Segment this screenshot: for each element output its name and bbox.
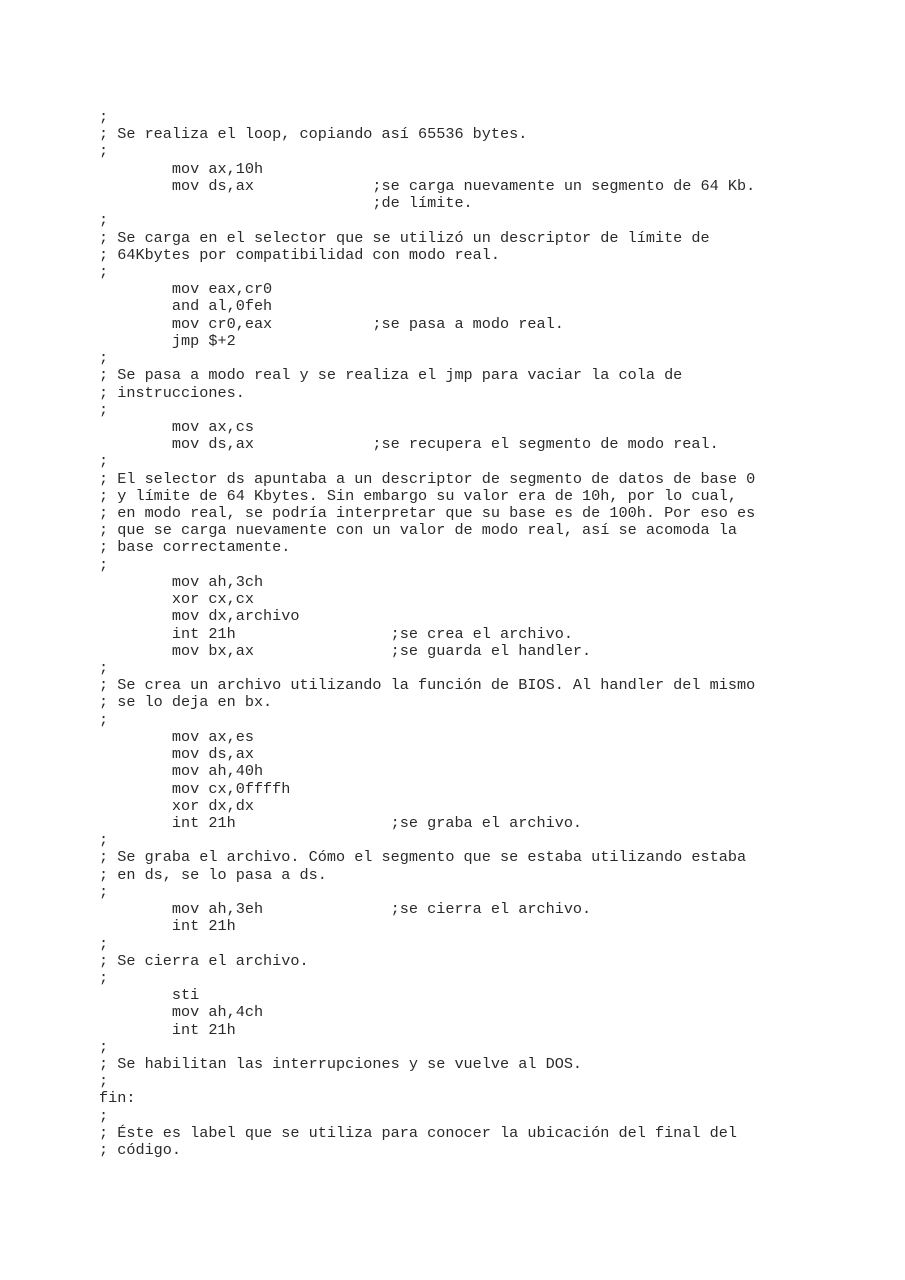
comment-line: ; Se habilitan las interrupciones y se vuelve al DOS. bbox=[99, 1055, 583, 1074]
code-line: mov eax,cr0 bbox=[99, 280, 273, 299]
code-line: int 21h ;se crea el archivo. bbox=[99, 624, 573, 643]
comment-separator-line: ; bbox=[99, 934, 109, 953]
comment-line: ; que se carga nuevamente con un valor de modo real, así se acomoda la bbox=[99, 521, 737, 540]
code-line: mov ax,10h bbox=[99, 159, 264, 178]
code-line: and al,0feh bbox=[99, 297, 273, 316]
comment-separator-line: ; bbox=[99, 882, 109, 901]
comment-line: ; Se realiza el loop, copiando así 65536 bytes. bbox=[99, 125, 528, 144]
code-line: mov ds,ax bbox=[99, 745, 254, 764]
comment-separator-line: ; bbox=[99, 108, 109, 126]
comment-separator-line: ; bbox=[99, 659, 109, 677]
comment-separator-line: ; bbox=[99, 968, 109, 987]
comment-line: ; base correctamente. bbox=[99, 538, 291, 557]
code-line: jmp $+2 bbox=[99, 331, 236, 350]
comment-separator-line: ; bbox=[99, 831, 109, 850]
code-line: mov ah,3eh ;se cierra el archivo. bbox=[99, 900, 592, 919]
comment-line: ; Se graba el archivo. Cómo el segmento que se estaba utilizando estaba bbox=[99, 848, 747, 867]
comment-line: ; en ds, se lo pasa a ds. bbox=[99, 865, 327, 884]
comment-separator-line: ; bbox=[99, 452, 109, 471]
comment-line: ; se lo deja en bx. bbox=[99, 693, 273, 712]
code-line: mov ax,cs bbox=[99, 417, 254, 436]
comment-separator-line: ; bbox=[99, 349, 109, 368]
code-line: mov ds,ax ;se carga nuevamente un segmento de 64 Kb. bbox=[99, 176, 756, 195]
code-line: mov cr0,eax ;se pasa a modo real. bbox=[99, 314, 564, 333]
comment-line: ; Se cierra el archivo. bbox=[99, 951, 309, 970]
comment-line: ; instrucciones. bbox=[99, 383, 245, 402]
comment-separator-line: ; bbox=[99, 142, 109, 161]
comment-line: ; y límite de 64 Kbytes. Sin embargo su valor era de 10h, por lo cual, bbox=[99, 486, 737, 505]
code-line: mov ah,4ch bbox=[99, 1003, 264, 1022]
code-line: mov ax,es bbox=[99, 727, 254, 746]
comment-line: ; Se carga en el selector que se utilizó un descriptor de límite de bbox=[99, 228, 710, 247]
code-line: mov bx,ax ;se guarda el handler. bbox=[99, 641, 592, 660]
comment-separator-line: ; bbox=[99, 400, 109, 419]
comment-separator-line: ; bbox=[99, 1106, 109, 1125]
comment-line: ; 64Kbytes por compatibilidad con modo real. bbox=[99, 245, 501, 264]
code-line: mov dx,archivo bbox=[99, 607, 300, 626]
comment-line: ;de límite. bbox=[99, 194, 473, 213]
comment-line: ; Se pasa a modo real y se realiza el jmp para vaciar la cola de bbox=[99, 366, 683, 385]
comment-separator-line: ; bbox=[99, 1072, 109, 1091]
comment-line: ; Éste es label que se utiliza para conocer la ubicación del final del bbox=[99, 1123, 737, 1142]
code-line: int 21h bbox=[99, 1020, 236, 1039]
code-line: mov ah,3ch bbox=[99, 572, 264, 591]
code-line: mov ds,ax ;se recupera el segmento de modo real. bbox=[99, 435, 719, 454]
comment-separator-line: ; bbox=[99, 555, 109, 574]
comment-separator-line: ; bbox=[99, 262, 109, 281]
code-line: xor dx,dx bbox=[99, 796, 254, 815]
comment-separator-line: ; bbox=[99, 1037, 109, 1056]
code-line: mov ah,40h bbox=[99, 762, 264, 781]
code-line: fin: bbox=[99, 1089, 136, 1108]
code-listing bbox=[99, 109, 755, 1159]
code-line: mov cx,0ffffh bbox=[99, 779, 291, 798]
code-line: xor cx,cx bbox=[99, 590, 254, 609]
comment-line: ; en modo real, se podría interpretar que su base es de 100h. Por eso es bbox=[99, 504, 756, 523]
comment-separator-line: ; bbox=[99, 710, 109, 729]
comment-line: ; El selector ds apuntaba a un descriptor de segmento de datos de base 0 bbox=[99, 469, 756, 488]
comment-separator-line: ; bbox=[99, 211, 109, 230]
code-line: int 21h bbox=[99, 917, 236, 936]
comment-line: ; código. bbox=[99, 1141, 182, 1160]
code-line: int 21h ;se graba el archivo. bbox=[99, 813, 583, 832]
code-line: sti bbox=[99, 986, 200, 1005]
comment-line: ; Se crea un archivo utilizando la función de BIOS. Al handler del mismo bbox=[99, 676, 756, 695]
